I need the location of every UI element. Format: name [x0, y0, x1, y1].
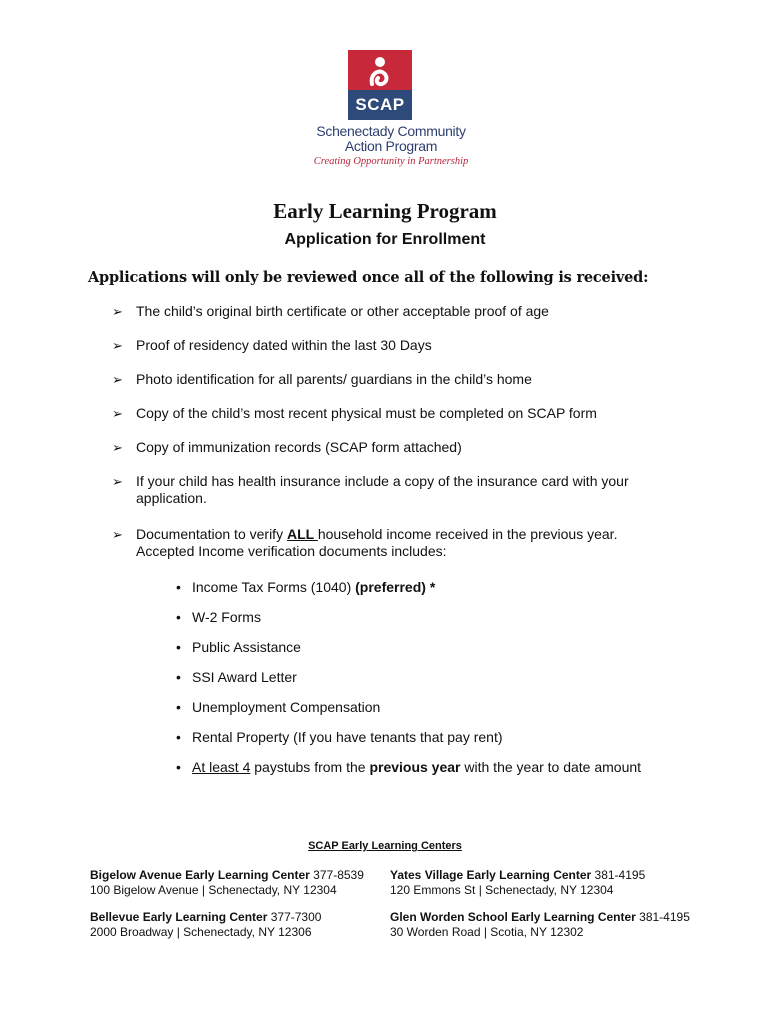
center-phone: 377-8539: [309, 868, 364, 882]
page-title: Early Learning Program: [273, 199, 497, 223]
center-address: 2000 Broadway | Schenectady, NY 12306: [90, 925, 312, 939]
income-doc-mid: paystubs from the: [250, 759, 370, 775]
arrow-bullet-icon: ➢: [112, 338, 123, 353]
logo-name-line2: Action Program: [344, 138, 438, 154]
income-doc-post: with the year to date amount: [460, 759, 642, 775]
center-name: Yates Village Early Learning Center: [390, 868, 592, 882]
centers-heading: SCAP Early Learning Centers: [308, 840, 462, 852]
dot-bullet-icon: •: [176, 579, 181, 595]
center-glen-worden: [390, 910, 690, 940]
center-name: Glen Worden School Early Learning Center: [390, 910, 636, 924]
page-subtitle: Application for Enrollment: [284, 231, 486, 248]
arrow-bullet-icon: ➢: [112, 304, 123, 319]
income-document-text: [192, 759, 641, 776]
requirement-text: [136, 526, 666, 560]
income-document-text: Rental Property (If you have tenants that pay rent): [192, 729, 503, 745]
center-address: 100 Bigelow Avenue | Schenectady, NY 12304: [90, 883, 337, 897]
logo-red-block: [348, 50, 412, 90]
income-doc-underline: At least 4: [192, 759, 251, 775]
center-name: Bellevue Early Learning Center: [90, 910, 268, 924]
requirement-text-post: household income received in the previous year. Accepted Income verification documents includes:: [136, 526, 618, 559]
income-doc-bold: (preferred) *: [355, 579, 436, 595]
arrow-bullet-icon: ➢: [112, 406, 123, 421]
dot-bullet-icon: •: [176, 729, 181, 745]
center-phone: 377-7300: [267, 910, 322, 924]
requirement-text: Copy of the child’s most recent physical must be completed on SCAP form: [136, 405, 597, 421]
requirement-text: If your child has health insurance include a copy of the insurance card with your application.: [136, 473, 629, 506]
logo-name-line1: Schenectady Community: [316, 123, 466, 139]
center-phone: 381-4195: [591, 868, 646, 882]
income-document-text: W-2 Forms: [192, 609, 261, 625]
arrow-bullet-icon: ➢: [112, 440, 123, 455]
dot-bullet-icon: •: [176, 669, 181, 685]
people-emblem-icon: [348, 50, 412, 90]
income-doc-bold: previous year: [369, 759, 461, 775]
requirement-text: Copy of immunization records (SCAP form attached): [136, 439, 462, 455]
income-document-text: Unemployment Compensation: [192, 699, 381, 715]
income-document-text: SSI Award Letter: [192, 669, 297, 685]
center-name: Bigelow Avenue Early Learning Center: [90, 868, 310, 882]
center-bigelow: [90, 868, 364, 898]
center-address: 30 Worden Road | Scotia, NY 12302: [390, 925, 584, 939]
logo-mark: [348, 50, 412, 120]
requirement-text-emphasis: ALL: [286, 526, 318, 542]
requirement-text: The child’s original birth certificate or other acceptable proof of age: [136, 303, 549, 319]
requirement-text: Photo identification for all parents/ guardians in the child’s home: [136, 371, 532, 387]
dot-bullet-icon: •: [176, 759, 181, 775]
arrow-bullet-icon: ➢: [112, 474, 123, 489]
center-phone: 381-4195: [635, 910, 690, 924]
requirement-text: Proof of residency dated within the last 30 Days: [136, 337, 432, 353]
arrow-bullet-icon: ➢: [112, 527, 123, 542]
logo-abbr: SCAP: [348, 90, 412, 120]
center-address: 120 Emmons St | Schenectady, NY 12304: [390, 883, 614, 897]
income-document-text: Public Assistance: [192, 639, 301, 655]
center-bellevue: [90, 910, 321, 940]
income-document-text: [192, 579, 435, 596]
income-doc-label: Income Tax Forms (1040): [192, 579, 356, 595]
requirement-text-pre: Documentation to verify: [136, 526, 287, 542]
dot-bullet-icon: •: [176, 639, 181, 655]
arrow-bullet-icon: ➢: [112, 372, 123, 387]
requirements-intro: Applications will only be reviewed once all of the following is received:: [88, 269, 649, 286]
dot-bullet-icon: •: [176, 699, 181, 715]
logo-tagline: Creating Opportunity in Partnership: [313, 156, 469, 167]
center-yates: [390, 868, 645, 898]
dot-bullet-icon: •: [176, 609, 181, 625]
logo-org-name: [303, 124, 479, 154]
